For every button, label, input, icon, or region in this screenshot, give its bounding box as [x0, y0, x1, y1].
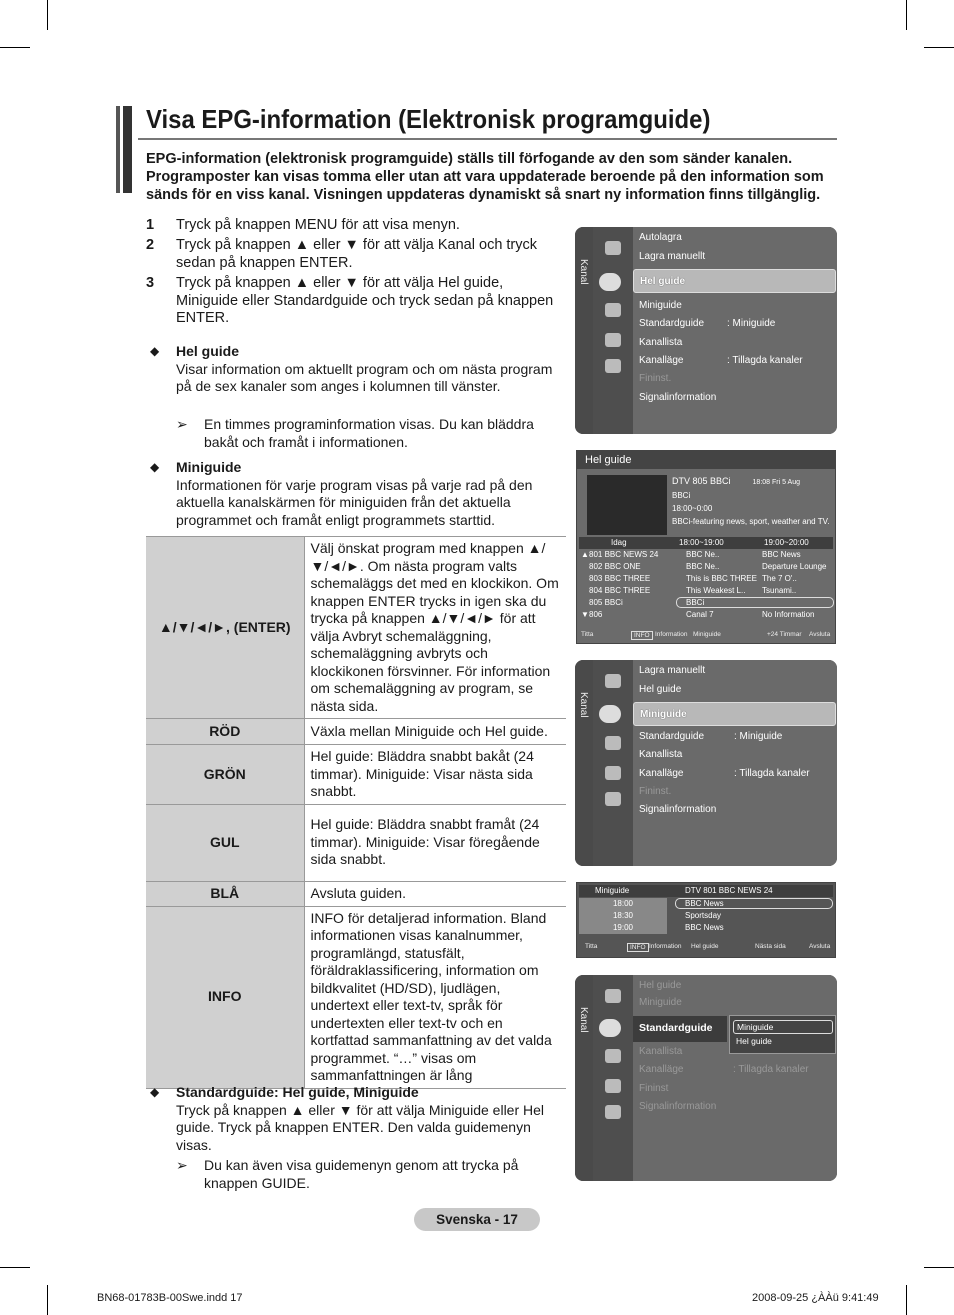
menu-item-standardguide[interactable]	[639, 731, 783, 742]
note-arrow-icon: ➢	[176, 416, 188, 432]
menu-item-hel-guide[interactable]: Hel guide	[639, 684, 682, 695]
step-number: 1	[146, 217, 155, 233]
table-row	[146, 906, 566, 1088]
menu-icon-column	[593, 227, 633, 434]
mini-channel: DTV 801 BBC NEWS 24	[685, 886, 773, 895]
picture-icon[interactable]	[605, 989, 621, 1003]
note-arrow-icon: ➢	[176, 1157, 188, 1173]
title-accent-bar	[123, 106, 132, 193]
step-text: Tryck på knappen ▲ eller ▼ för att välja Hel guide, Miniguide eller Standardguide och tryck sedan på knappen ENTER.	[176, 275, 554, 326]
mini-title: Miniguide	[595, 886, 630, 895]
note-text: En timmes programinformation visas. Du kan bläddra bakåt och framåt i informationen.	[204, 416, 534, 450]
page-title: Visa EPG-information (Elektronisk programguide)	[146, 104, 711, 134]
epg-header: 18:00~19:00	[679, 538, 724, 547]
table-row	[146, 804, 566, 881]
menu-item-lagra-manuellt[interactable]: Lagra manuellt	[639, 251, 706, 262]
menu-item-kanallista[interactable]: Kanallista	[639, 337, 683, 348]
value-cell: Hel guide: Bläddra snabbt framåt (24 timmar). Miniguide: Visar föregående sida snabbt.	[304, 804, 566, 881]
epg-channel: 805 BBCi	[589, 598, 623, 607]
application-icon[interactable]	[605, 792, 621, 806]
key-function-table	[146, 536, 566, 1089]
menu-side-tab	[575, 227, 593, 434]
crop-mark	[47, 1285, 48, 1315]
epg-program[interactable]: The 7 O'..	[762, 574, 797, 583]
epg-channel: 802 BBC ONE	[589, 562, 641, 571]
menu-item-value: : Tillagda kanaler	[734, 768, 810, 779]
legend-info-key: INFO	[627, 943, 649, 952]
legend-plus24: +24 Timmar	[767, 631, 802, 638]
legend-exit: Avsluta	[809, 631, 831, 638]
title-accent-bar	[116, 106, 120, 193]
legend-miniguide: Miniguide	[693, 631, 721, 638]
diamond-icon: ◆	[150, 460, 160, 474]
crop-mark	[0, 1267, 30, 1268]
table-row	[146, 881, 566, 906]
mini-row[interactable]	[579, 898, 833, 910]
menu-item-miniguide[interactable]: Miniguide	[639, 997, 682, 1008]
application-icon[interactable]	[605, 1105, 621, 1119]
footer-file: BN68-01783B-00Swe.indd 17	[97, 1292, 243, 1304]
bullet-miniguide	[150, 459, 560, 529]
bullet-text: Visar information om aktuellt program och om nästa program på de sex kanaler som anges i kolumnen till vänster.	[176, 360, 553, 394]
epg-title: Hel guide	[577, 451, 835, 469]
legend-exit: Avsluta	[809, 943, 831, 950]
menu-item-standardguide[interactable]: Standardguide	[633, 1016, 727, 1042]
epg-program[interactable]: Tsunami..	[762, 586, 797, 595]
step-1	[146, 217, 556, 235]
menu-item-label: Standardguide	[639, 731, 705, 742]
application-icon[interactable]	[605, 359, 621, 373]
channel-icon[interactable]	[599, 705, 621, 723]
value-cell: Hel guide: Bläddra snabbt bakåt (24 timmar). Miniguide: Visar nästa sida snabbt.	[304, 745, 566, 805]
legend-watch: Titta	[581, 631, 594, 638]
note-hel-guide	[176, 416, 561, 451]
title-rule	[138, 138, 837, 140]
menu-item-fininst[interactable]: Fininst.	[639, 786, 672, 797]
option-hel-guide[interactable]: Hel guide	[736, 1036, 772, 1046]
epg-header-row	[579, 537, 833, 549]
mini-grid	[579, 898, 833, 934]
epg-channel: 804 BBC THREE	[589, 586, 651, 595]
bullet-title: Miniguide	[176, 459, 242, 475]
bullet-text: Tryck på knappen ▲ eller ▼ för att välja Miniguide eller Hel guide. Tryck på knappen ENTER. Den valda guidemenyn visas.	[176, 1101, 545, 1153]
note-text: Du kan även visa guidemenyn genom att trycka på knappen GUIDE.	[204, 1157, 519, 1191]
menu-item-value: : Miniguide	[734, 731, 783, 742]
mini-time: 19:00	[579, 922, 667, 934]
menu-item-hel-guide[interactable]: Hel guide	[633, 269, 836, 293]
epg-row[interactable]	[579, 561, 833, 573]
bullet-text: Informationen för varje program visas på varje rad på den aktuella kanalskärmen för miniguiden från det aktuella programmet och framåt enligt programmets starttid.	[176, 476, 533, 528]
menu-item-kanallage[interactable]	[639, 355, 803, 366]
menu-item-value: : Tillagda kanaler	[733, 1064, 809, 1075]
crop-mark	[906, 1285, 907, 1315]
tv-channel-menu-1	[575, 227, 837, 434]
epg-program[interactable]: This Weakest L..	[686, 586, 746, 595]
epg-grid	[579, 537, 833, 621]
value-cell: INFO för detaljerad information. Bland informationen visas kanalnummer, programlängd, statusfält, föräldraklassificering, information om bildkvalitet (HD/SD), ljudlägen, undertext eller text-tv, språk för undertexten eller text-tv och en kortfattad sammanfattning av det valda programmet. “…” visas om sammanfattningen är lång	[304, 906, 566, 1088]
mini-time: 18:00	[579, 898, 667, 910]
key-cell: GUL	[146, 804, 304, 881]
legend-information: Information	[649, 943, 682, 950]
menu-item-label: Kanalläge	[639, 355, 684, 366]
menu-item-label: Kanalläge	[639, 768, 684, 779]
mini-row[interactable]	[579, 922, 833, 934]
menu-side-tab	[575, 660, 593, 866]
up-arrow-icon: ▲	[581, 550, 589, 559]
legend-information: Information	[655, 631, 688, 638]
input-icon[interactable]	[605, 766, 621, 780]
input-icon[interactable]	[605, 1079, 621, 1093]
value-cell: Växla mellan Miniguide och Hel guide.	[304, 719, 566, 745]
epg-row[interactable]	[579, 573, 833, 585]
menu-item-standardguide[interactable]	[639, 318, 776, 329]
diamond-icon: ◆	[150, 1085, 160, 1099]
legend-next-page: Nästa sida	[755, 943, 786, 950]
epg-row[interactable]	[579, 597, 833, 609]
menu-item-label: Kanalläge	[639, 1064, 684, 1075]
value-cell: Välj önskat program med knappen ▲/▼/◄/►. Om nästa program valts schemaläggs det med en klockikon. Om knappen ENTER trycks in igen ska du trycka på knappen ▲/▼/◄/► för att välja Avbryt schemaläggning, schemaläggning avbryts och klockikonen försvinner. För information om schemaläggning av program, se nästa sida.	[304, 537, 566, 719]
page-number-badge: Svenska - 17	[414, 1208, 540, 1231]
epg-program[interactable]: Departure Lounge	[762, 562, 827, 571]
menu-item-kanallista[interactable]: Kanallista	[639, 749, 683, 760]
picture-icon[interactable]	[605, 241, 621, 255]
menu-item-signalinformation[interactable]: Signalinformation	[639, 804, 717, 815]
epg-channel: 806	[589, 610, 603, 619]
epg-row[interactable]	[579, 549, 833, 561]
info-datetime: 18:08 Fri 5 Aug	[752, 479, 801, 486]
menu-item-kanallage[interactable]	[639, 768, 810, 779]
menu-item-fininst[interactable]: Fininst	[639, 1083, 669, 1094]
info-desc: BBCi-featuring news, sport, weather and TV.	[672, 517, 830, 526]
key-cell: GRÖN	[146, 745, 304, 805]
menu-item-value: : Miniguide	[727, 318, 776, 329]
epg-header: Idag	[611, 538, 627, 547]
crop-mark	[924, 1267, 954, 1268]
menu-side-label: Kanal	[578, 259, 589, 285]
table-row	[146, 537, 566, 719]
epg-program[interactable]: BBC News	[762, 550, 801, 559]
info-time: 18:00~0:00	[672, 504, 713, 513]
mini-time: 18:30	[579, 910, 667, 922]
menu-item-signalinformation[interactable]: Signalinformation	[639, 392, 717, 403]
setup-icon[interactable]	[605, 1049, 621, 1063]
menu-item-miniguide[interactable]: Miniguide	[639, 300, 682, 311]
bullet-standardguide	[150, 1084, 560, 1154]
menu-item-kanallista[interactable]: Kanallista	[639, 1046, 683, 1057]
picture-icon[interactable]	[605, 674, 621, 688]
menu-item-label: Standardguide	[639, 318, 705, 329]
mini-row[interactable]	[579, 910, 833, 922]
mini-program-selected[interactable]: BBC News	[675, 898, 833, 909]
setup-icon[interactable]	[605, 736, 621, 750]
footer-timestamp: 2008-09-25 ¿ÀÀü 9:41:49	[752, 1292, 879, 1304]
crop-mark	[0, 47, 30, 48]
info-channel: DTV 805 BBCi	[672, 476, 731, 486]
epg-full-guide	[576, 450, 836, 644]
value-cell: Avsluta guiden.	[304, 881, 566, 906]
input-icon[interactable]	[605, 333, 621, 347]
menu-item-hel-guide[interactable]: Hel guide	[639, 980, 682, 991]
bullet-title: Hel guide	[176, 343, 240, 359]
menu-item-fininst[interactable]: Fininst.	[639, 373, 672, 384]
epg-program[interactable]: No Information	[762, 610, 815, 619]
epg-row[interactable]	[579, 585, 833, 597]
menu-icon-column	[593, 975, 633, 1181]
menu-side-label: Kanal	[578, 1007, 589, 1033]
menu-item-kanallage[interactable]	[639, 1064, 809, 1075]
menu-item-signalinformation[interactable]: Signalinformation	[639, 1101, 717, 1112]
crop-mark	[47, 0, 48, 30]
key-cell: INFO	[146, 906, 304, 1088]
preview-window	[587, 475, 667, 535]
legend-hel-guide: Hel guide	[691, 943, 719, 950]
crop-mark	[924, 47, 954, 48]
epg-program[interactable]: This is BBC THREE	[686, 574, 757, 583]
legend-info-key: INFO	[631, 631, 653, 640]
step-2	[146, 237, 556, 272]
tv-channel-menu-2	[575, 660, 837, 866]
key-cell: ▲/▼/◄/►, (ENTER)	[146, 537, 304, 719]
key-cell: RÖD	[146, 719, 304, 745]
info-name: BBCi	[672, 491, 691, 500]
epg-program-selected[interactable]: BBCi	[676, 597, 834, 608]
epg-program[interactable]: Canal 7	[686, 610, 714, 619]
option-miniguide[interactable]: Miniguide	[733, 1020, 833, 1034]
menu-item-autolagra[interactable]: Autolagra	[639, 232, 682, 243]
setup-icon[interactable]	[605, 303, 621, 317]
menu-side-tab	[575, 975, 593, 1181]
step-3	[146, 275, 556, 328]
step-number: 3	[146, 275, 155, 291]
menu-item-miniguide[interactable]: Miniguide	[633, 702, 836, 726]
menu-side-label: Kanal	[578, 692, 589, 718]
channel-icon[interactable]	[599, 1019, 621, 1037]
mini-program[interactable]: Sportsday	[685, 911, 722, 920]
table-row	[146, 719, 566, 745]
table-row	[146, 745, 566, 805]
crop-mark	[906, 0, 907, 30]
epg-channel: 801 BBC NEWS 24	[589, 550, 659, 559]
menu-item-value: : Tillagda kanaler	[727, 355, 803, 366]
step-number: 2	[146, 237, 155, 253]
legend-watch: Titta	[585, 943, 598, 950]
epg-header: 19:00~20:00	[764, 538, 809, 547]
bullet-hel-guide	[150, 343, 560, 396]
program-info	[672, 475, 829, 528]
epg-program[interactable]: BBC Ne..	[686, 562, 720, 571]
menu-item-lagra-manuellt[interactable]: Lagra manuellt	[639, 665, 706, 676]
down-arrow-icon: ▼	[581, 610, 589, 619]
epg-row[interactable]	[579, 609, 833, 621]
key-cell: BLÅ	[146, 881, 304, 906]
mini-program[interactable]: BBC News	[685, 923, 724, 932]
step-text: Tryck på knappen MENU för att visa menyn.	[176, 217, 460, 233]
epg-program[interactable]: BBC Ne..	[686, 550, 720, 559]
note-guide-key	[176, 1157, 561, 1192]
menu-icon-column	[593, 660, 633, 866]
mini-header	[579, 885, 833, 897]
intro-paragraph: EPG-information (elektronisk programguide) ställs till förfogande av den som sänder kanalen. Programposter kan visas tomma eller utan att vara uppdaterade beroende på den information som sänds för en viss kanal. Visningen uppdateras dynamiskt så snart ny information finns tillgänglig.	[146, 151, 824, 203]
standardguide-submenu	[729, 1015, 836, 1054]
step-text: Tryck på knappen ▲ eller ▼ för att välja Kanal och tryck sedan på knappen ENTER.	[176, 237, 538, 271]
epg-mini-guide	[576, 882, 836, 958]
tv-channel-menu-3	[575, 975, 837, 1181]
epg-channel: 803 BBC THREE	[589, 574, 651, 583]
channel-icon[interactable]	[599, 273, 621, 291]
bullet-title: Standardguide: Hel guide, Miniguide	[176, 1084, 419, 1100]
diamond-icon: ◆	[150, 344, 160, 358]
